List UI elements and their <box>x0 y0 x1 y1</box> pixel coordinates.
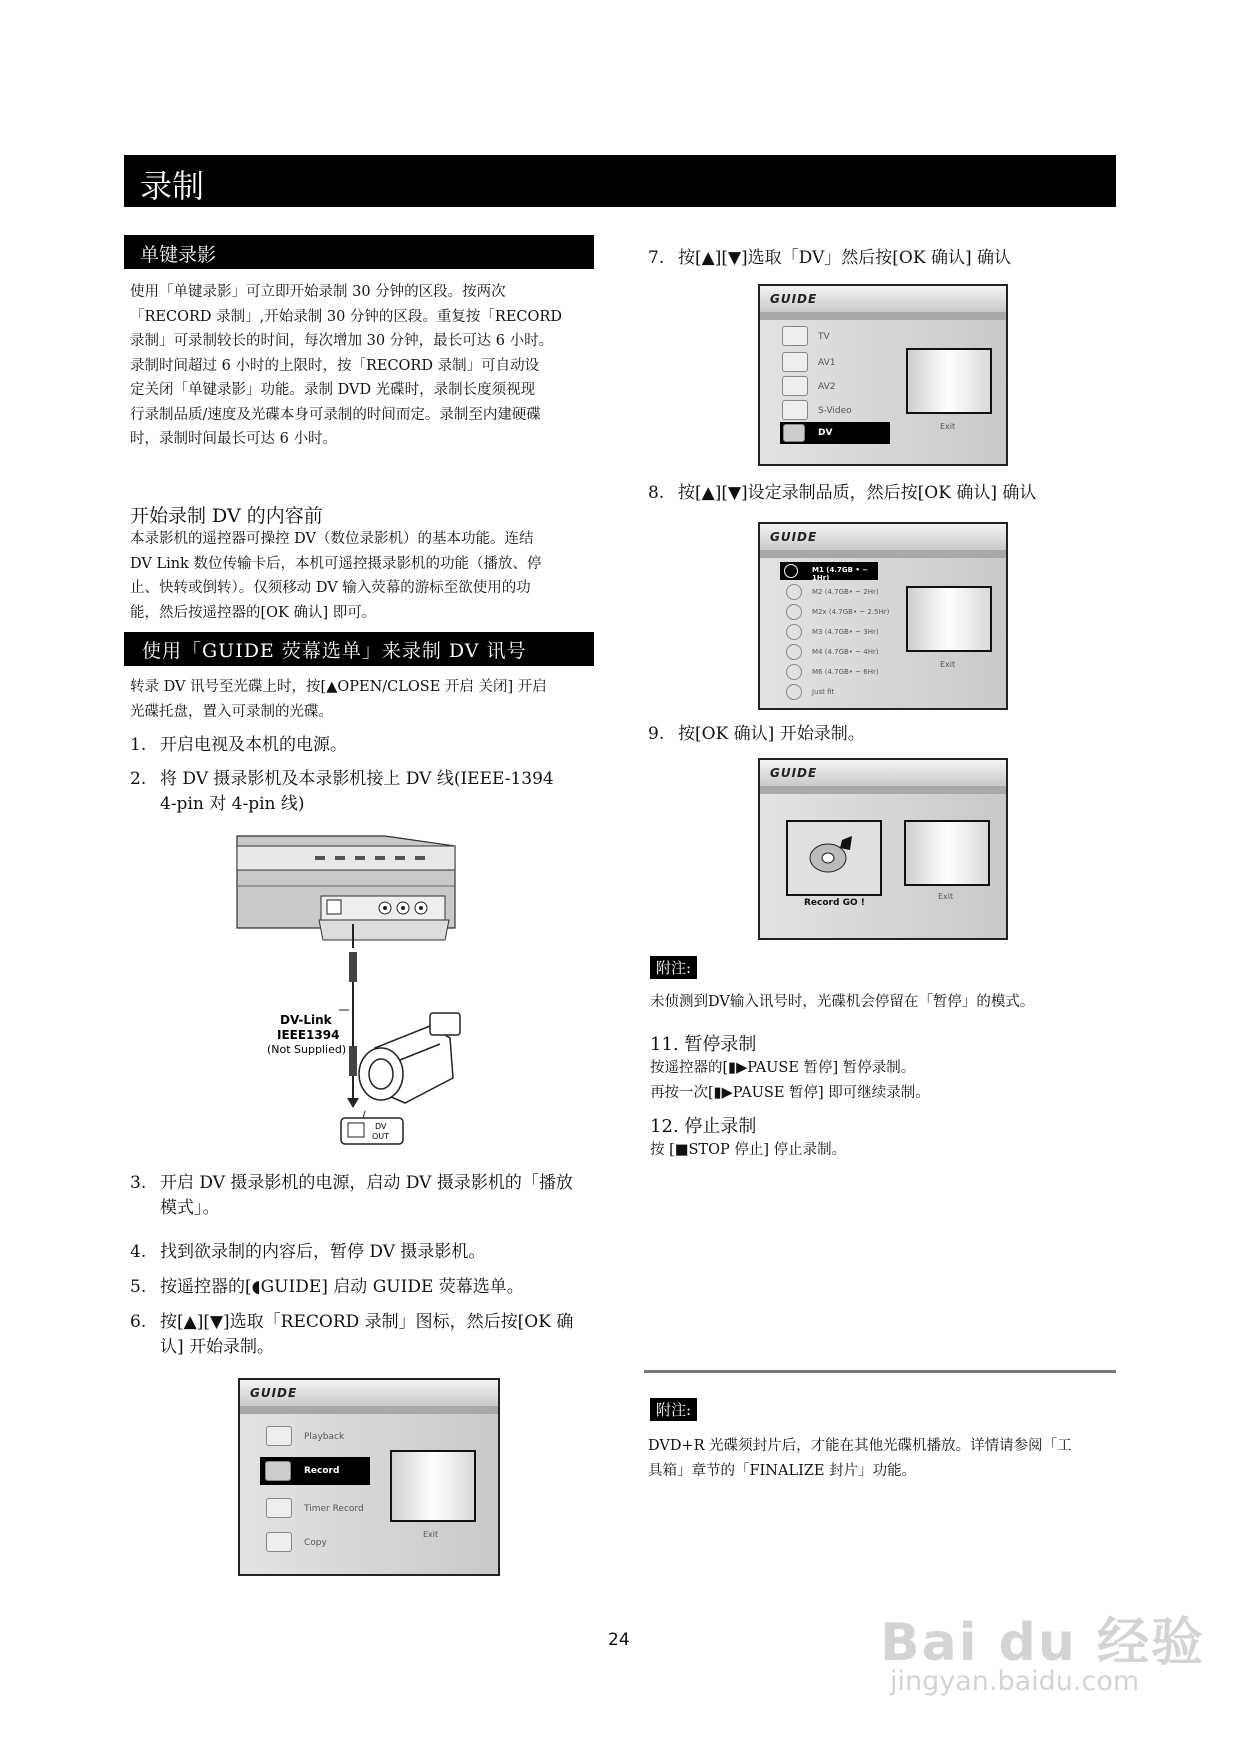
port-label-out: OUT <box>372 1132 390 1141</box>
pause-heading: 11. 暂停录制 <box>650 1034 757 1055</box>
preview-screen <box>904 820 990 886</box>
step-text: 认] 开始录制。 <box>160 1337 275 1357</box>
menu-item-just-fit[interactable]: Just fit <box>812 688 835 696</box>
before-dv-heading: 开始录制 DV 的内容前 <box>130 505 323 527</box>
step-4 <box>130 1240 600 1265</box>
record-go-label: Record GO ! <box>804 898 865 908</box>
step-number: 1. <box>130 735 147 755</box>
record-disc-icon <box>788 822 880 892</box>
cable-label-dvlink: DV-Link <box>280 1013 332 1027</box>
menu-item-m6[interactable]: M6 (4.7GB• ~ 6Hr) <box>812 668 879 676</box>
step-text: 开启电视及本机的电源。 <box>160 735 347 755</box>
disc-icon <box>786 604 802 620</box>
menu-item-m3[interactable]: M3 (4.7GB• ~ 3Hr) <box>812 628 879 636</box>
body-line: 时，录制时间最长可达 6 小时。 <box>130 431 337 447</box>
step-text: 开启 DV 摄录影机的电源，启动 DV 摄录影机的「播放 <box>160 1173 573 1193</box>
step-7 <box>648 246 1118 271</box>
heading-text: 单键录影 <box>140 244 217 266</box>
guide-title: GUIDE <box>770 766 818 780</box>
preview-screen <box>906 586 992 652</box>
av1-icon <box>782 352 808 372</box>
body-line: 行录制品质/速度及光碟本身可录制的时间而定。录制至内建硬碟 <box>130 406 541 423</box>
tv-icon <box>782 326 808 346</box>
record-icon <box>265 1461 291 1481</box>
heading-text: 使用「GUIDE 荧幕选单」来录制 DV 讯号 <box>142 640 527 662</box>
cable-label-not-supplied: (Not Supplied) <box>267 1043 347 1056</box>
section-heading-one-touch <box>124 235 594 269</box>
cable-label-ieee: IEEE1394 <box>277 1028 340 1042</box>
page-title: 录制 <box>140 167 205 205</box>
disc-icon <box>784 564 798 578</box>
watermark-logo: Bai du 经验 <box>880 1613 1205 1673</box>
menu-item-label: Record <box>304 1466 340 1476</box>
note-1-text: 未侦测到DV输入讯号时，光碟机会停留在「暂停」的模式。 <box>650 994 1035 1010</box>
body-line: 止、快转或倒转）。仅须移动 DV 输入荧幕的游标至欲使用的功 <box>130 580 531 596</box>
step-number: 9. <box>648 724 665 744</box>
before-dv-body <box>130 527 600 625</box>
port-label-dv: DV <box>375 1122 387 1131</box>
menu-item-dv[interactable] <box>780 422 890 444</box>
playback-icon <box>266 1426 292 1446</box>
step-number: 2. <box>130 769 147 789</box>
disc-icon <box>786 664 802 680</box>
guide-title-bar <box>240 1380 498 1406</box>
step-text: 按遥控器的[◖GUIDE] 启动 GUIDE 荧幕选单。 <box>160 1277 524 1297</box>
body-line: 录制」可录制较长的时间，每次增加 30 分钟，最长可达 6 小时。 <box>130 333 554 349</box>
pause-body <box>650 1056 1120 1105</box>
dv-icon <box>783 424 805 442</box>
body-line: 本录影机的遥控器可操控 DV（数位录影机）的基本功能。连结 <box>130 531 534 547</box>
menu-item-av1[interactable]: AV1 <box>818 358 836 368</box>
body-line: 录制时间超过 6 小时的上限时，按「RECORD 录制」可自动设 <box>130 357 540 374</box>
dv-connection-diagram <box>235 828 475 1163</box>
disc-icon <box>786 684 802 700</box>
guide-record-intro <box>130 675 600 724</box>
menu-item-timer-record[interactable]: Timer Record <box>304 1504 364 1514</box>
menu-item-playback[interactable]: Playback <box>304 1432 345 1442</box>
step-text: 4-pin 对 4-pin 线) <box>160 794 305 814</box>
step-number: 5. <box>130 1277 147 1297</box>
body-line: DV Link 数位传输卡后，本机可遥控摄录影机的功能（播放、停 <box>130 555 542 572</box>
preview-screen <box>906 348 992 414</box>
note-tag: 附注: <box>650 956 697 979</box>
stop-body: 按 [■STOP 停止] 停止录制。 <box>650 1142 847 1158</box>
timer-record-icon <box>266 1498 292 1518</box>
section-heading-guide-record <box>124 632 594 666</box>
step-text: 按[▲][▼]选取「DV」然后按[OK 确认] 确认 <box>678 248 1011 268</box>
body-line: 按遥控器的[▮▶PAUSE 暂停] 暂停录制。 <box>650 1060 916 1076</box>
step-number: 3. <box>130 1173 147 1193</box>
body-line: 光碟托盘，置入可录制的光碟。 <box>130 703 333 720</box>
guide-stripe <box>760 786 1006 794</box>
step-number: 7. <box>648 248 665 268</box>
step-5 <box>130 1275 600 1300</box>
body-line: 能，然后按遥控器的[OK 确认] 即可。 <box>130 604 377 621</box>
body-line: DVD+R 光碟须封片后，才能在其他光碟机播放。详情请参阅「工 <box>648 1438 1072 1454</box>
menu-item-m2[interactable]: M2 (4.7GB• ~ 2Hr) <box>812 588 879 596</box>
menu-item-tv[interactable]: TV <box>818 332 830 342</box>
step-8 <box>648 481 1118 506</box>
av2-icon <box>782 376 808 396</box>
menu-item-m4[interactable]: M4 (4.7GB• ~ 4Hr) <box>812 648 879 656</box>
exit-label[interactable]: Exit <box>940 422 956 431</box>
disc-icon <box>786 644 802 660</box>
watermark-url: jingyan.baidu.com <box>890 1666 1140 1697</box>
note-tag: 附注: <box>650 1398 697 1421</box>
divider <box>644 1370 1116 1373</box>
exit-label[interactable]: Exit <box>423 1530 439 1539</box>
menu-item-record[interactable] <box>260 1457 370 1485</box>
guide-title: GUIDE <box>250 1386 298 1400</box>
disc-icon <box>786 584 802 600</box>
step-6 <box>130 1310 600 1360</box>
guide-stripe <box>760 550 1006 558</box>
stop-heading: 12. 停止录制 <box>650 1116 757 1137</box>
step-text: 找到欲录制的内容后，暂停 DV 摄录影机。 <box>160 1242 486 1262</box>
body-line: 使用「单键录影」可立即开始录制 30 分钟的区段。按两次 <box>130 284 506 300</box>
exit-label[interactable]: Exit <box>940 660 956 669</box>
guide-title: GUIDE <box>770 530 818 544</box>
guide-stripe <box>760 312 1006 320</box>
step-number: 4. <box>130 1242 147 1262</box>
guide-menu-input <box>758 284 1008 466</box>
one-touch-body <box>130 280 600 452</box>
step-3 <box>130 1171 600 1221</box>
guide-title: GUIDE <box>770 292 818 306</box>
guide-stripe <box>240 1406 498 1414</box>
step-text: 将 DV 摄录影机及本录影机接上 DV 线(IEEE-1394 <box>160 769 554 789</box>
guide-title-bar <box>760 524 1006 550</box>
svideo-icon <box>782 400 808 420</box>
step-text: 按[▲][▼]设定录制品质，然后按[OK 确认] 确认 <box>678 483 1037 503</box>
body-line: 「RECORD 录制」,开始录制 30 分钟的区段。重复按「RECORD <box>130 308 562 325</box>
menu-item-m2x[interactable]: M2x (4.7GB• ~ 2.5Hr) <box>812 608 890 616</box>
step-2 <box>130 767 600 817</box>
menu-item-label: DV <box>818 428 833 438</box>
body-line: 转录 DV 讯号至光碟上时，按[▲OPEN/CLOSE 开启 关闭] 开启 <box>130 679 547 695</box>
guide-title-bar <box>760 286 1006 312</box>
guide-menu-quality <box>758 522 1008 710</box>
copy-icon <box>266 1532 292 1552</box>
record-go-box[interactable] <box>786 820 882 896</box>
step-9 <box>648 722 1118 747</box>
note-2-text <box>648 1434 1118 1483</box>
disc-icon <box>786 624 802 640</box>
guide-title-bar <box>760 760 1006 786</box>
menu-item-copy[interactable]: Copy <box>304 1538 327 1548</box>
guide-menu-record <box>238 1378 500 1576</box>
menu-item-m1[interactable] <box>780 562 878 580</box>
guide-menu-record-go <box>758 758 1008 940</box>
page-number: 24 <box>608 1630 630 1650</box>
menu-item-label: M1 (4.7GB • ~ 1Hr) <box>812 566 869 582</box>
step-text: 按[OK 确认] 开始录制。 <box>678 724 865 744</box>
menu-item-svideo[interactable]: S-Video <box>818 406 852 416</box>
step-text: 模式」。 <box>160 1198 220 1218</box>
body-line: 再按一次[▮▶PAUSE 暂停] 即可继续录制。 <box>650 1084 930 1101</box>
step-text: 按[▲][▼]选取「RECORD 录制」图标，然后按[OK 确 <box>160 1312 574 1332</box>
body-line: 具箱」章节的「FINALIZE 封片」功能。 <box>648 1462 917 1479</box>
exit-label[interactable]: Exit <box>938 892 954 901</box>
step-1 <box>130 733 600 758</box>
step-number: 8. <box>648 483 665 503</box>
step-number: 6. <box>130 1312 147 1332</box>
body-line: 定关闭「单键录影」功能。录制 DVD 光碟时，录制长度须视现 <box>130 382 536 398</box>
menu-item-av2[interactable]: AV2 <box>818 382 836 392</box>
page-title-bar <box>124 155 1116 207</box>
preview-screen <box>390 1450 476 1522</box>
